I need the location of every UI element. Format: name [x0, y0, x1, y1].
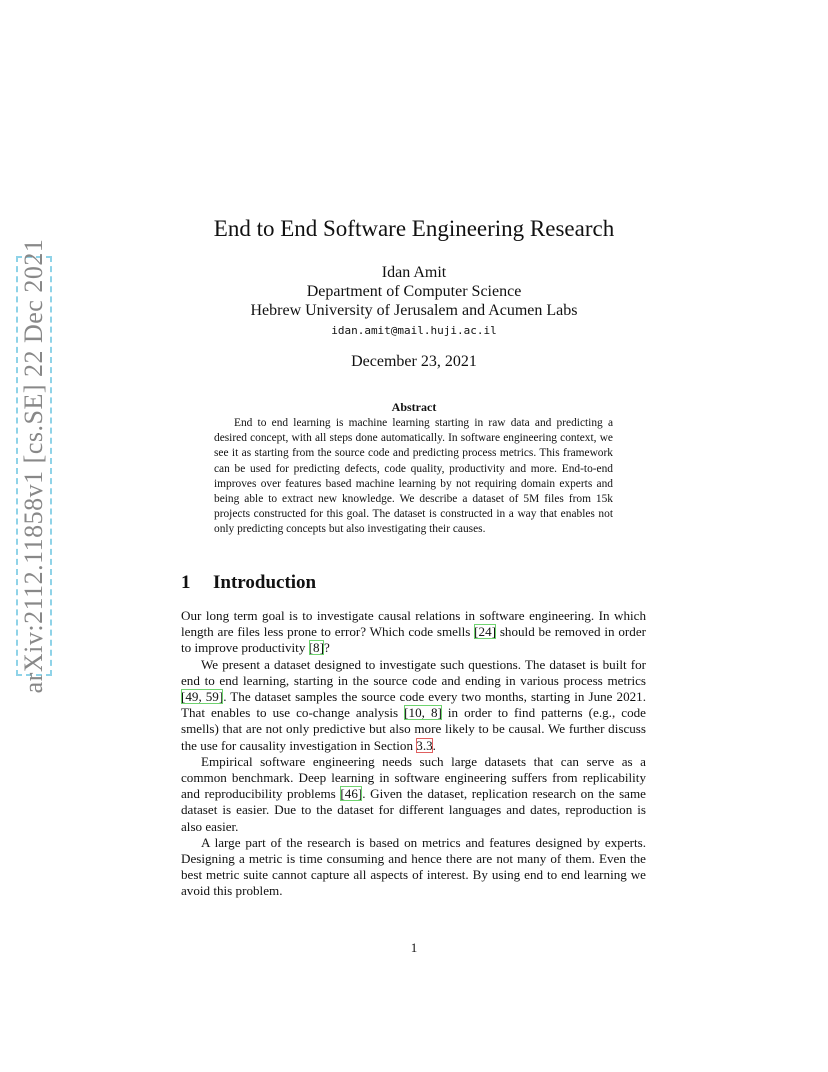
- paper-title: End to End Software Engineering Research: [213, 216, 615, 241]
- text-run: Empirical software engineering needs such large datasets that can serve as a common benchmark. Deep learning in software engineering suffers from replicability and reproducibility problems: [181, 753, 646, 802]
- citation-link[interactable]: [10, 8]: [404, 705, 442, 721]
- text-run: in order to find patterns (e.g., code smells) that are not only predictive but also more likely to be causal. We further discuss the use for causality investigation in Section: [181, 705, 646, 753]
- paragraph: [181, 657, 646, 754]
- section-reference-link[interactable]: 3.3: [416, 737, 433, 753]
- text-run: A large part of the research is based on metrics and features designed by experts. Designing a metric is time consuming and hence there are not many of them. Even the best metric suite cannot capture all aspects of interest. By using end to end learning we avoid this problem.: [181, 834, 646, 899]
- citation-link[interactable]: [8]: [308, 640, 324, 656]
- paper-date: December 23, 2021: [351, 353, 477, 370]
- text-run: Our long term goal is to investigate causal relations in software engineering. In which length are files less prone to error? Which code smells: [181, 608, 646, 640]
- author-department: Department of Computer Science: [306, 283, 522, 300]
- text-run: ?: [323, 640, 330, 656]
- paragraph: [181, 835, 646, 900]
- author-name: Idan Amit: [381, 264, 447, 281]
- citation-link[interactable]: [49, 59]: [181, 689, 224, 705]
- introduction-body: [181, 608, 646, 900]
- text-run: should be removed in order to improve productivity: [181, 624, 646, 656]
- citation-link[interactable]: [46]: [340, 786, 363, 802]
- abstract-text: End to end learning is machine learning starting in raw data and predicting a desired concept, with all steps done automatically. In software engineering context, we see it as starting from the source code and predicting process metrics. This framework can be used for predicting defects, code quality, productivity and more. End-to-end improves over features based machine learning by not requiring domain experts and being able to extract new knowledge. We describe a dataset of 5M files from 15k projects constructed for this goal. The dataset is constructed in a way that enables not only predicting concepts but also investigating their causes.: [214, 417, 613, 536]
- section-number: 1: [181, 572, 191, 593]
- citation-link[interactable]: [24]: [474, 624, 496, 640]
- section-title: Introduction: [213, 572, 317, 593]
- abstract-heading: Abstract: [391, 400, 437, 414]
- text-run: . The dataset samples the source code every two months, starting in June 2021. That enables to use co-change analysis: [181, 689, 646, 721]
- author-email[interactable]: idan.amit@mail.huji.ac.il: [331, 324, 497, 337]
- arxiv-identifier-stamp: arXiv:2112.11858v1 [cs.SE] 22 Dec 2021: [16, 256, 52, 676]
- section-heading: [181, 572, 316, 594]
- text-run: We present a dataset designed to investigate such questions. The dataset is built for end to end learning, starting in the source code and ending in various process metrics: [181, 656, 646, 688]
- text-run: .: [432, 737, 436, 753]
- author-block: [0, 263, 828, 340]
- paragraph: [181, 608, 646, 657]
- text-run: . Given the dataset, replication research on the same dataset is easier. Due to the dataset for different languages and dates, reproduction is also easier.: [181, 786, 646, 834]
- paragraph: [181, 754, 646, 835]
- page-number: 1: [410, 940, 418, 955]
- author-affiliation: Hebrew University of Jerusalem and Acumen Labs: [250, 302, 578, 319]
